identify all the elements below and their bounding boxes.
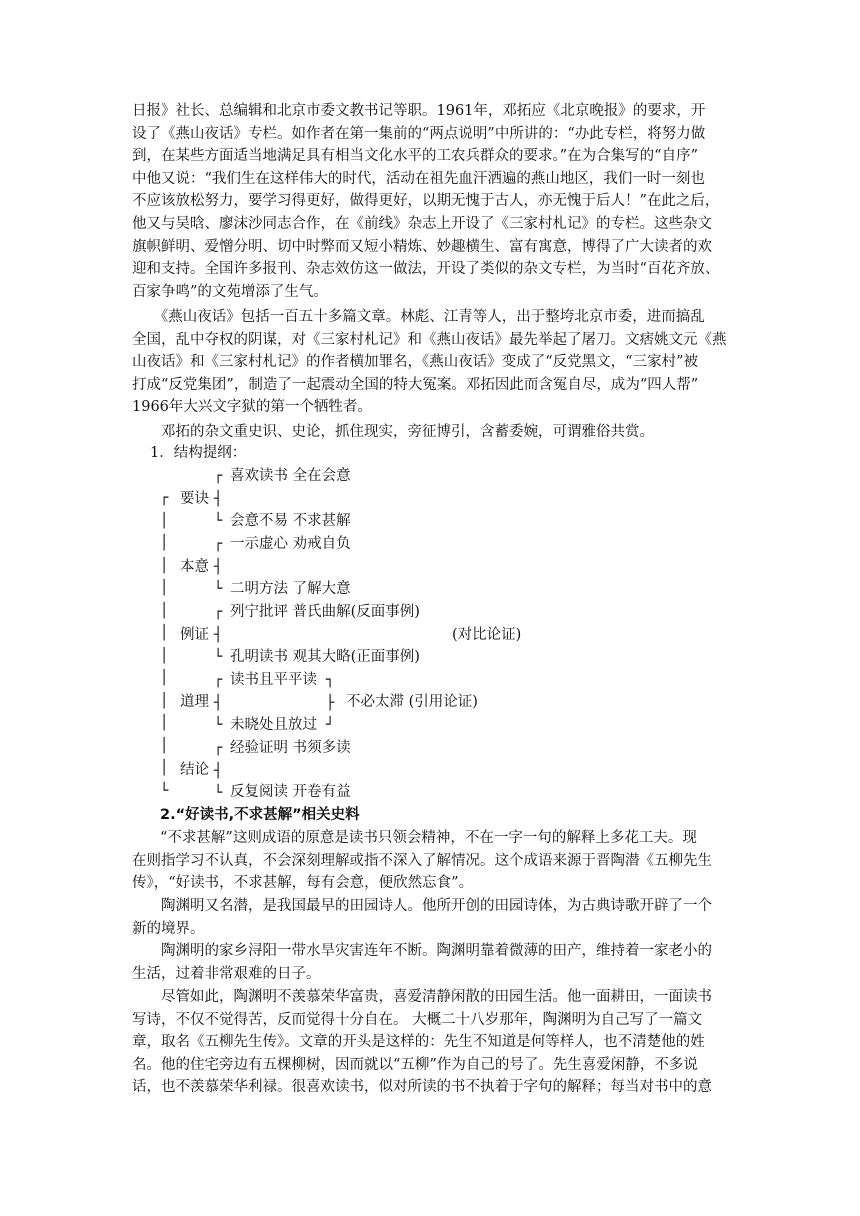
outline-item: 一示虚心 劝戒自负 <box>230 536 351 552</box>
outline-brace: ┌ ┤ └ <box>214 468 223 529</box>
text-line: “不求甚解”这则成语的原意是读书只领会精神，不在一字一句的解释上多花工夫。现 <box>160 830 697 846</box>
outline-benyi: 本意 <box>180 559 209 575</box>
text-line: 日报》社长、总编辑和北京市委文教书记等职。1961年，邓拓应《北京晚报》的要求，开 <box>132 103 706 119</box>
outline-heading: 1．结构提纲： <box>150 445 247 461</box>
text-line: 尽管如此，陶渊明不羡慕荣华富贵，喜爱清静闲散的田园生活。他一面耕田，一面读书 <box>132 989 712 1005</box>
outline-brace: ┌ ┤ └ <box>214 604 223 665</box>
text-line: 陶渊明的家乡浔阳一带水旱灾害连年不断。陶渊明靠着微薄的田产，维持着一家老小的 <box>132 943 712 959</box>
text-line: 传》，“好读书，不求甚解，每有会意，便欣然忘食”。 <box>132 875 474 892</box>
outline-note: (对比论证) <box>452 627 522 643</box>
text-line: 写诗，不仅不觉得苦，反而觉得十分自在。 大概二十八岁那年，陶渊明为自己写了一篇文 <box>132 1011 703 1028</box>
text-line: 陶渊明又名潜，是我国最早的田园诗人。他所开创的田园诗体，为古典诗歌开辟了一个 <box>132 898 712 914</box>
text-line: 邓拓的杂文重史识、史论，抓住现实，旁征博引，含蓄委婉，可谓雅俗共赏。 <box>132 424 654 440</box>
text-line: 《燕山夜话》包括一百五十多篇文章。林彪、江青等人，出于整垮北京市委，进而搞乱 <box>132 309 705 325</box>
text-line: 话，也不羡慕荣华利禄。很喜欢读书，似对所读的书不执着于字句的解释；每当对书中的意 <box>132 1079 712 1096</box>
text-line: 他又与吴晗、廖沫沙同志合作，在《前线》杂志上开设了《三家村札记》的专栏。这些杂文 <box>132 215 712 232</box>
outline-yaojue: 要诀 <box>180 491 209 507</box>
outline-item: 二明方法 了解大意 <box>230 581 351 597</box>
text-line: 1966年大兴文字狱的第一个牺牲者。 <box>132 399 372 416</box>
outline-lizheng: 例证 <box>180 627 209 643</box>
text-line: 在则指学习不认真，不会深刻理解或指不深入了解情况。这个成语来源于晋陶潜《五柳先生 <box>132 852 712 869</box>
outline-item: 读书且平平读 <box>230 672 317 688</box>
text-line: 百家争鸣”的文苑增添了生气。 <box>132 283 328 300</box>
outline-brace: ┌ ┤ └ <box>214 536 223 597</box>
text-line: 全国，乱中夺权的阴谋，对《三家村札记》和《燕山夜话》最先举起了屠刀。文痞姚文元《燕 <box>132 331 727 348</box>
paragraph-buqiu <box>132 827 732 895</box>
text-line: 新的境界。 <box>132 920 205 937</box>
outline-note: 不必太滞 (引用论证) <box>346 694 478 710</box>
text-line: 打成“反党集团”，制造了一起震动全国的特大冤案。邓拓因此而含冤自尽，成为“四人帮” <box>132 376 699 393</box>
outline-item: 反复阅读 开卷有益 <box>230 784 351 800</box>
outline-brace: ┌ ┤ └ <box>214 740 223 801</box>
outline-daoli: 道理 <box>180 694 209 710</box>
section-title: 2.“好读书,不求甚解”相关史料 <box>160 807 360 823</box>
outline-item: 经验证明 书须多读 <box>230 740 351 756</box>
text-line: 迎和支持。全国许多报刊、杂志效仿这一做法，开设了类似的杂文专栏，为当时“百花齐放、 <box>132 261 720 278</box>
outline-item: 列宁批评 普氏曲解(反面事例) <box>230 604 420 620</box>
text-line: 到，在某些方面适当地满足具有相当文化水平的工农兵群众的要求。”在为合集写的“自序” <box>132 148 698 165</box>
outline-spine: ┌ │ │ │ │ │ │ │ │ │ │ │ │ └ <box>160 490 169 799</box>
text-line: 山夜话》和《三家村札记》的作者横加罪名，《燕山夜话》变成了“反党黑文，“三家村”被 <box>132 354 698 371</box>
outline-item: 喜欢读书 全在会意 <box>230 468 351 484</box>
outline-item: 孔明读书 观其大略(正面事例) <box>230 649 420 665</box>
paragraph-hometown <box>132 940 732 985</box>
text-line: 旗帜鲜明、爱憎分明、切中时弊而又短小精炼、妙趣横生、富有寓意，博得了广大读者的欢 <box>132 238 712 255</box>
outline-item: 未晓处且放过 <box>230 717 317 733</box>
outline-jielun: 结论 <box>180 762 209 778</box>
text-line: 生活，过着非常艰难的日子。 <box>132 965 321 982</box>
text-line: 不应该放松努力，要学习得更好，做得更好，以期无愧于古人，亦无愧于后人！”在此之后， <box>132 193 720 210</box>
text-line: 章，取名《五柳先生传》。文章的开头是这样的：先生不知道是何等样人，也不清楚他的姓 <box>132 1034 705 1051</box>
outline-brace: ┌ ┤ └ <box>214 672 223 733</box>
text-line: 设了《燕山夜话》专栏。如作者在第一集前的“两点说明”中所讲的：“办此专栏，将努力做 <box>132 125 706 142</box>
outline-item: 会意不易 不求甚解 <box>230 513 351 529</box>
paragraph-taoyuanming <box>132 895 732 940</box>
outline-brace-right: ┐ ├ ┘ <box>326 672 335 733</box>
text-line: 中他又说：“我们生在这样伟大的时代，活动在祖先血汗洒遍的燕山地区，我们一时一刻也 <box>132 170 705 187</box>
text-line: 名。他的住宅旁边有五棵柳树，因而就以“五柳”作为自己的号了。先生喜爱闲静，不多说 <box>132 1056 698 1073</box>
paragraph-wuliu <box>132 986 732 1099</box>
